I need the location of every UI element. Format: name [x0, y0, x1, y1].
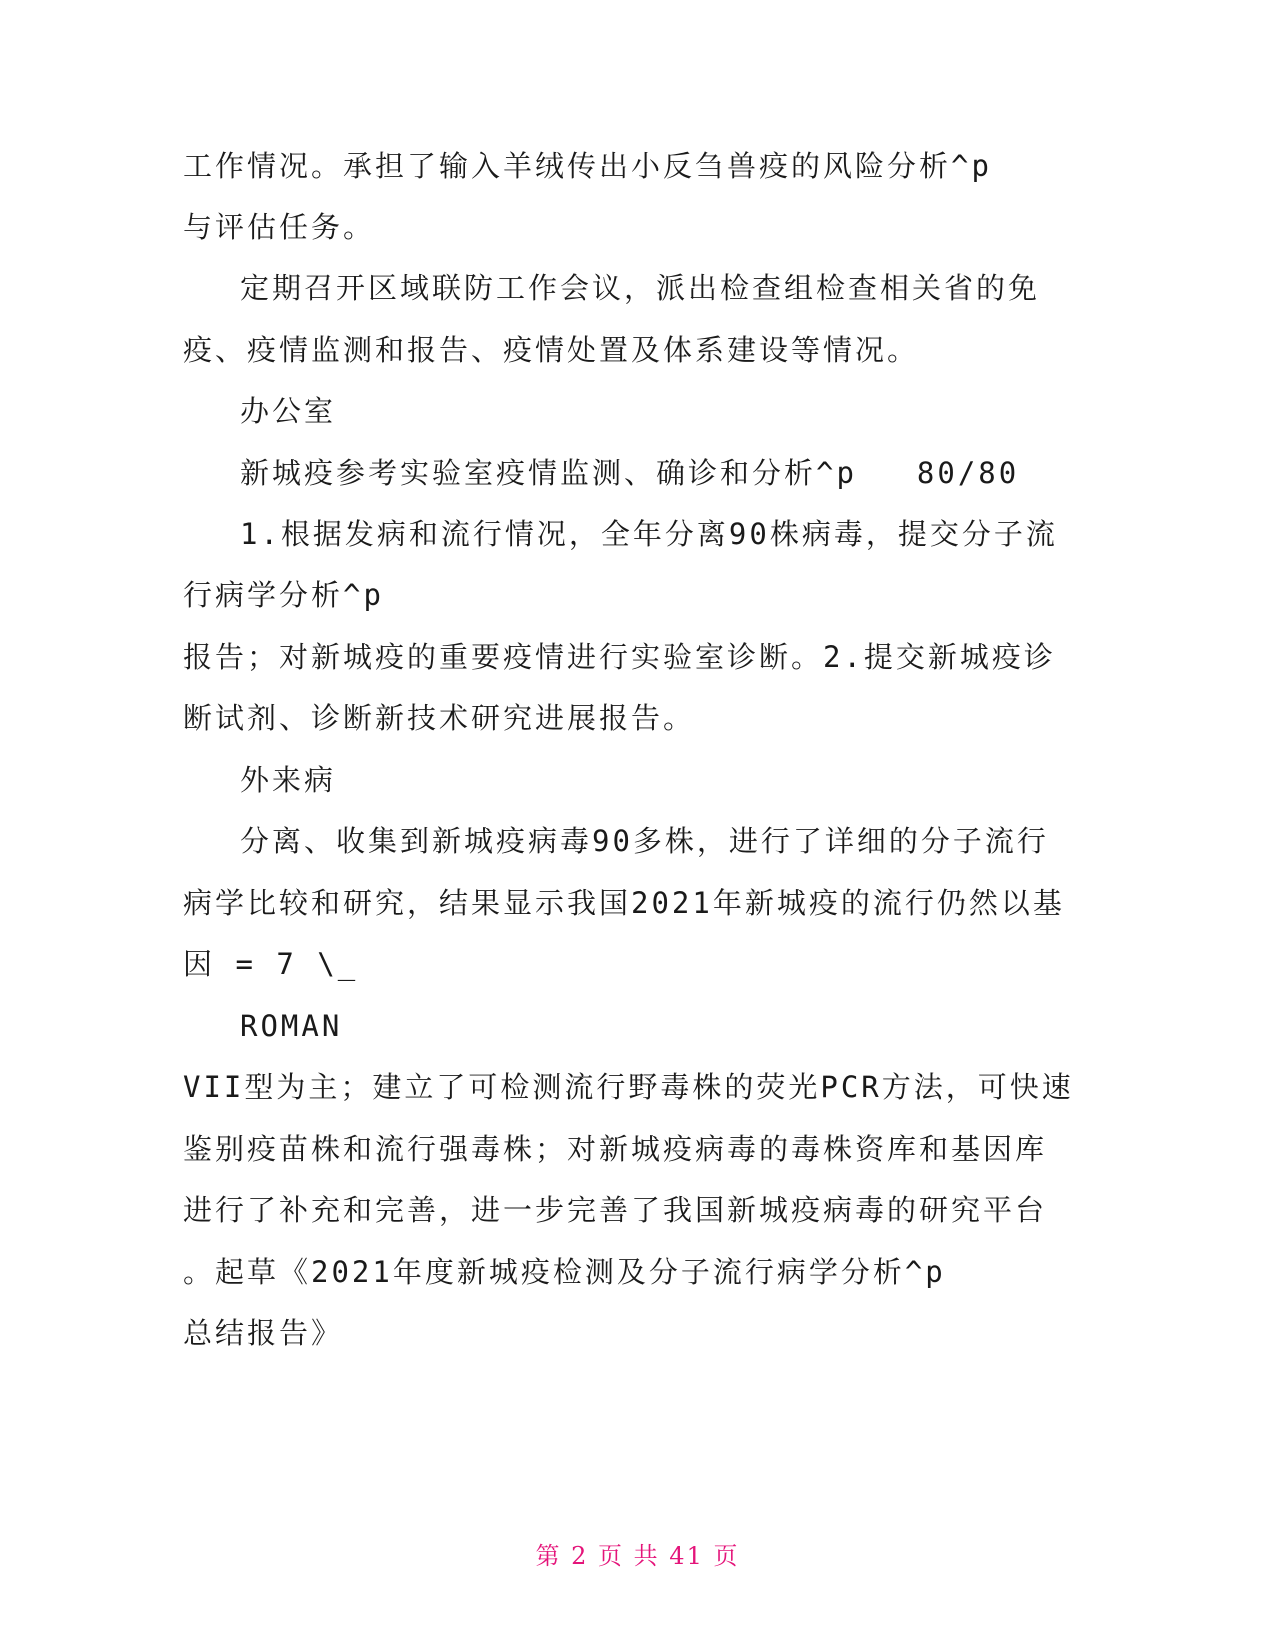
text-line: 疫、疫情监测和报告、疫情处置及体系建设等情况。 [183, 333, 920, 367]
page-number-footer: 第 2 页 共 41 页 [535, 1542, 740, 1570]
score-value: 80/80 [916, 456, 1020, 490]
section-label-foreign: 外来病 [240, 763, 337, 797]
text-line: 。起草《2021年度新城疫检测及分子流行病学分析^p [183, 1255, 946, 1289]
text-line: 进行了补充和完善，进一步完善了我国新城疫病毒的研究平台 [183, 1193, 1048, 1227]
text-line: 病学比较和研究，结果显示我国2021年新城疫的流行仍然以基 [183, 886, 1065, 920]
text-line: 工作情况。承担了输入羊绒传出小反刍兽疫的风险分析^p [183, 149, 992, 183]
paragraph-start: 分离、收集到新城疫病毒90多株，进行了详细的分子流行 [240, 824, 1049, 858]
text-line: 与评估任务。 [183, 210, 376, 244]
text-line: 报告；对新城疫的重要疫情进行实验室诊断。2.提交新城疫诊 [183, 640, 1056, 674]
text-line: 行病学分析^p [183, 578, 384, 612]
text-line: ROMAN [240, 1009, 343, 1043]
text-line: VII型为主；建立了可检测流行野毒株的荧光PCR方法，可快速 [183, 1070, 1074, 1104]
paragraph-start: 1.根据发病和流行情况，全年分离90株病毒，提交分子流 [240, 517, 1058, 551]
task-line [240, 453, 1019, 493]
text-line: 断试剂、诊断新技术研究进展报告。 [183, 701, 696, 735]
text-line: 总结报告》 [183, 1316, 344, 1350]
paragraph-start: 定期召开区域联防工作会议，派出检查组检查相关省的免 [240, 271, 1041, 305]
text-line: 因 = 7 \_ [183, 947, 359, 981]
section-label-office: 办公室 [240, 394, 337, 428]
task-title: 新城疫参考实验室疫情监测、确诊和分析^p [240, 456, 857, 490]
text-line: 鉴别疫苗株和流行强毒株；对新城疫病毒的毒株资库和基因库 [183, 1132, 1048, 1166]
